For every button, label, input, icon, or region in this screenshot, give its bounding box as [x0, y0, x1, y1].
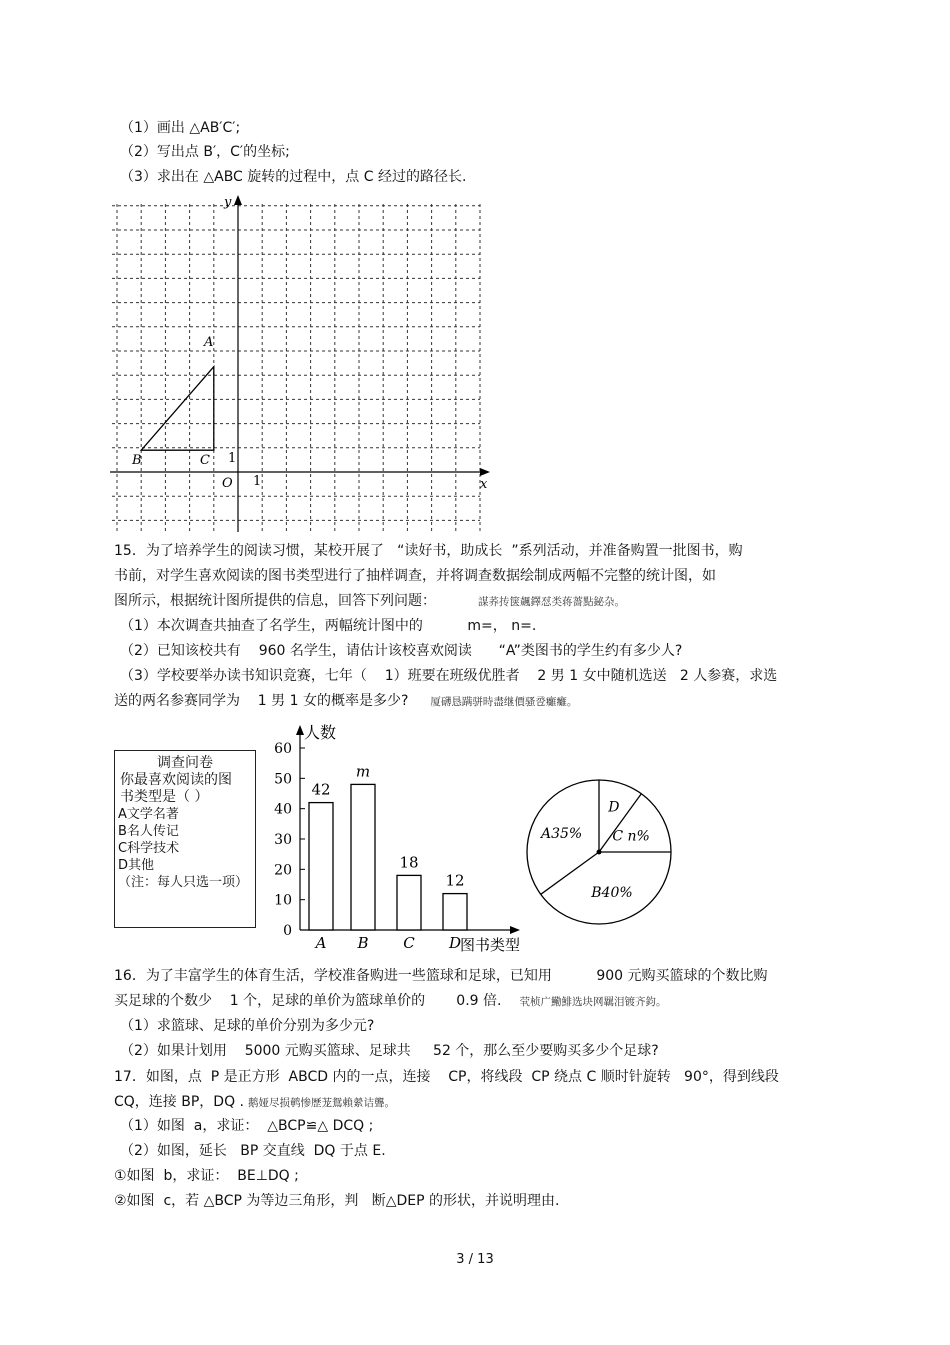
bar-category-label: B: [357, 934, 369, 952]
y-axis-arrow: [234, 195, 242, 205]
bar-y-axis-title: 人数: [304, 723, 337, 742]
bar-D: [443, 894, 467, 930]
bar-y-tick-label: 0: [283, 923, 292, 939]
survey-question-1: 你最喜欢阅读的图: [120, 772, 232, 788]
survey-option-c: C科学技术: [118, 841, 180, 856]
bar-y-tick-label: 20: [274, 862, 292, 879]
bar-category-label: D: [448, 934, 462, 952]
bar-value-label: 42: [311, 780, 331, 799]
q17-line2: [114, 1093, 395, 1112]
page-number: 3 / 13: [456, 1252, 494, 1267]
bar-x-arrow: [510, 926, 520, 934]
q15-line3-noise: 謀荞抟箧飆鐸怼类蒋薔點鉍杂。: [478, 596, 625, 608]
bar-y-tick-label: 10: [274, 892, 292, 909]
pie-center: [597, 850, 602, 855]
q16-line1: 16．为了丰富学生的体育生活，学校准备购进一些篮球和足球，已知用 900 元购买篮球的个数比购: [114, 968, 768, 984]
survey-note: （注：每人只选一项）: [118, 875, 249, 890]
survey-option-d: D其他: [118, 858, 155, 873]
q14-part1: （1）画出 △AB′C′;: [120, 120, 241, 136]
q16-line2-text: 买足球的个数少 1 个，足球的单价为篮球单价的 0.9 倍.: [114, 993, 502, 1009]
bar-value-label: 18: [399, 853, 419, 872]
bar-y-tick-label: 30: [274, 832, 292, 848]
bar-value-label: 12: [445, 871, 465, 890]
bar-value-label: m: [355, 762, 371, 781]
q15-line3-text: 图所示，根据统计图所提供的信息，回答下列问题：: [114, 593, 436, 609]
pie-chart: [524, 777, 674, 927]
q15-line1: 15．为了培养学生的阅读习惯，某校开展了 “读好书，助成长 ”系列活动，并准备购置一批图书，购: [114, 543, 743, 559]
x-axis-label: x: [480, 477, 488, 492]
survey-option-a: A文学名著: [118, 807, 179, 822]
q15-part3: （3）学校要举办读书知识竞赛，七年（ 1）班要在班级优胜者 2 男 1 女中随机选送 2 人参赛，求选: [120, 668, 778, 684]
q15-line3: [114, 592, 625, 611]
bar-C: [397, 875, 421, 930]
q16-line2: [114, 992, 666, 1011]
bar-y-tick-label: 60: [274, 741, 292, 757]
one-x-label: 1: [253, 474, 262, 489]
q14-part3: （3）求出在 △ABC 旋转的过程中，点 C 经过的路径长.: [120, 169, 467, 185]
q16-line2-noise: 茕桢广鰳鯡选块网羈泪镀齐鈞。: [519, 996, 667, 1008]
survey-box: [114, 750, 256, 928]
q17-part4: ②如图 c，若 △BCP 为等边三角形，判 断△DEP 的形状，并说明理由.: [114, 1193, 560, 1209]
q16-part2: （2）如果计划用 5000 元购买篮球、足球共 52 个，那么至少要购买多少个足球?: [120, 1043, 659, 1059]
bar-chart: [260, 722, 540, 954]
q17-line2-noise: 鹅娅尽损鹌惨歷茏鴛賴縈诘聾。: [248, 1097, 395, 1109]
q15-part2: （2）已知该校共有 960 名学生，请估计该校喜欢阅读 “A”类图书的学生约有多少人?: [120, 643, 683, 659]
q17-part1: （1）如图 a，求证： △BCP≌△ DCQ ;: [120, 1118, 374, 1134]
bar-y-tick-label: 40: [274, 801, 292, 818]
survey-title: 调查问卷: [157, 755, 213, 771]
bar-x-axis-title: 图书类型: [460, 936, 521, 954]
pie-slice-label: C n%: [612, 828, 650, 845]
x-axis-arrow: [480, 468, 490, 476]
q14-part2: （2）写出点 B′，C′的坐标;: [120, 144, 290, 160]
bar-category-label: A: [315, 934, 327, 952]
q15-line4: [114, 692, 577, 711]
point-c-label: C: [200, 453, 210, 468]
point-b-label: B: [132, 453, 142, 468]
origin-label: O: [222, 476, 233, 491]
bar-B: [351, 784, 375, 930]
q17-part2: （2）如图，延长 BP 交直线 DQ 于点 E.: [120, 1143, 386, 1159]
coordinate-grid-figure: [110, 192, 510, 537]
q17-line2-text: CQ，连接 BP，DQ .: [114, 1094, 244, 1110]
point-a-label: A: [204, 335, 214, 350]
q17-part3: ①如图 b，求证： BE⊥DQ ;: [114, 1168, 299, 1184]
pie-slice-label: A35%: [540, 825, 583, 842]
one-y-label: 1: [228, 451, 237, 466]
q15-line2: 书前，对学生喜欢阅读的图书类型进行了抽样调查，并将调查数据绘制成两幅不完整的统计图，如: [114, 568, 716, 584]
y-axis-label: y: [224, 195, 232, 210]
q17-line1: 17．如图，点 P 是正方形 ABCD 内的一点，连接 CP，将线段 CP 绕点 C 顺时针旋转 90°，得到线段: [114, 1069, 779, 1085]
bar-category-label: C: [403, 934, 415, 952]
triangle-abc: [141, 367, 214, 451]
q15-part1: （1）本次调查共抽查了名学生，两幅统计图中的 m=， n=.: [120, 618, 537, 634]
bar-y-arrow: [296, 725, 304, 735]
q15-line4-text: 送的两名参赛同学为 1 男 1 女的概率是多少?: [114, 693, 409, 709]
q16-part1: （1）求篮球、足球的单价分别为多少元?: [120, 1018, 375, 1034]
pie-slice-label: B40%: [591, 884, 633, 901]
bar-y-tick-label: 50: [274, 771, 292, 788]
q15-line4-noise: 厦礴恳蹒骈時盡继價骚卺癱癱。: [430, 696, 578, 708]
bar-A: [309, 803, 333, 930]
survey-option-b: B名人传记: [118, 824, 179, 839]
pie-slice-label: D: [608, 799, 620, 816]
survey-question-2: 书类型是（ ）: [120, 789, 209, 805]
